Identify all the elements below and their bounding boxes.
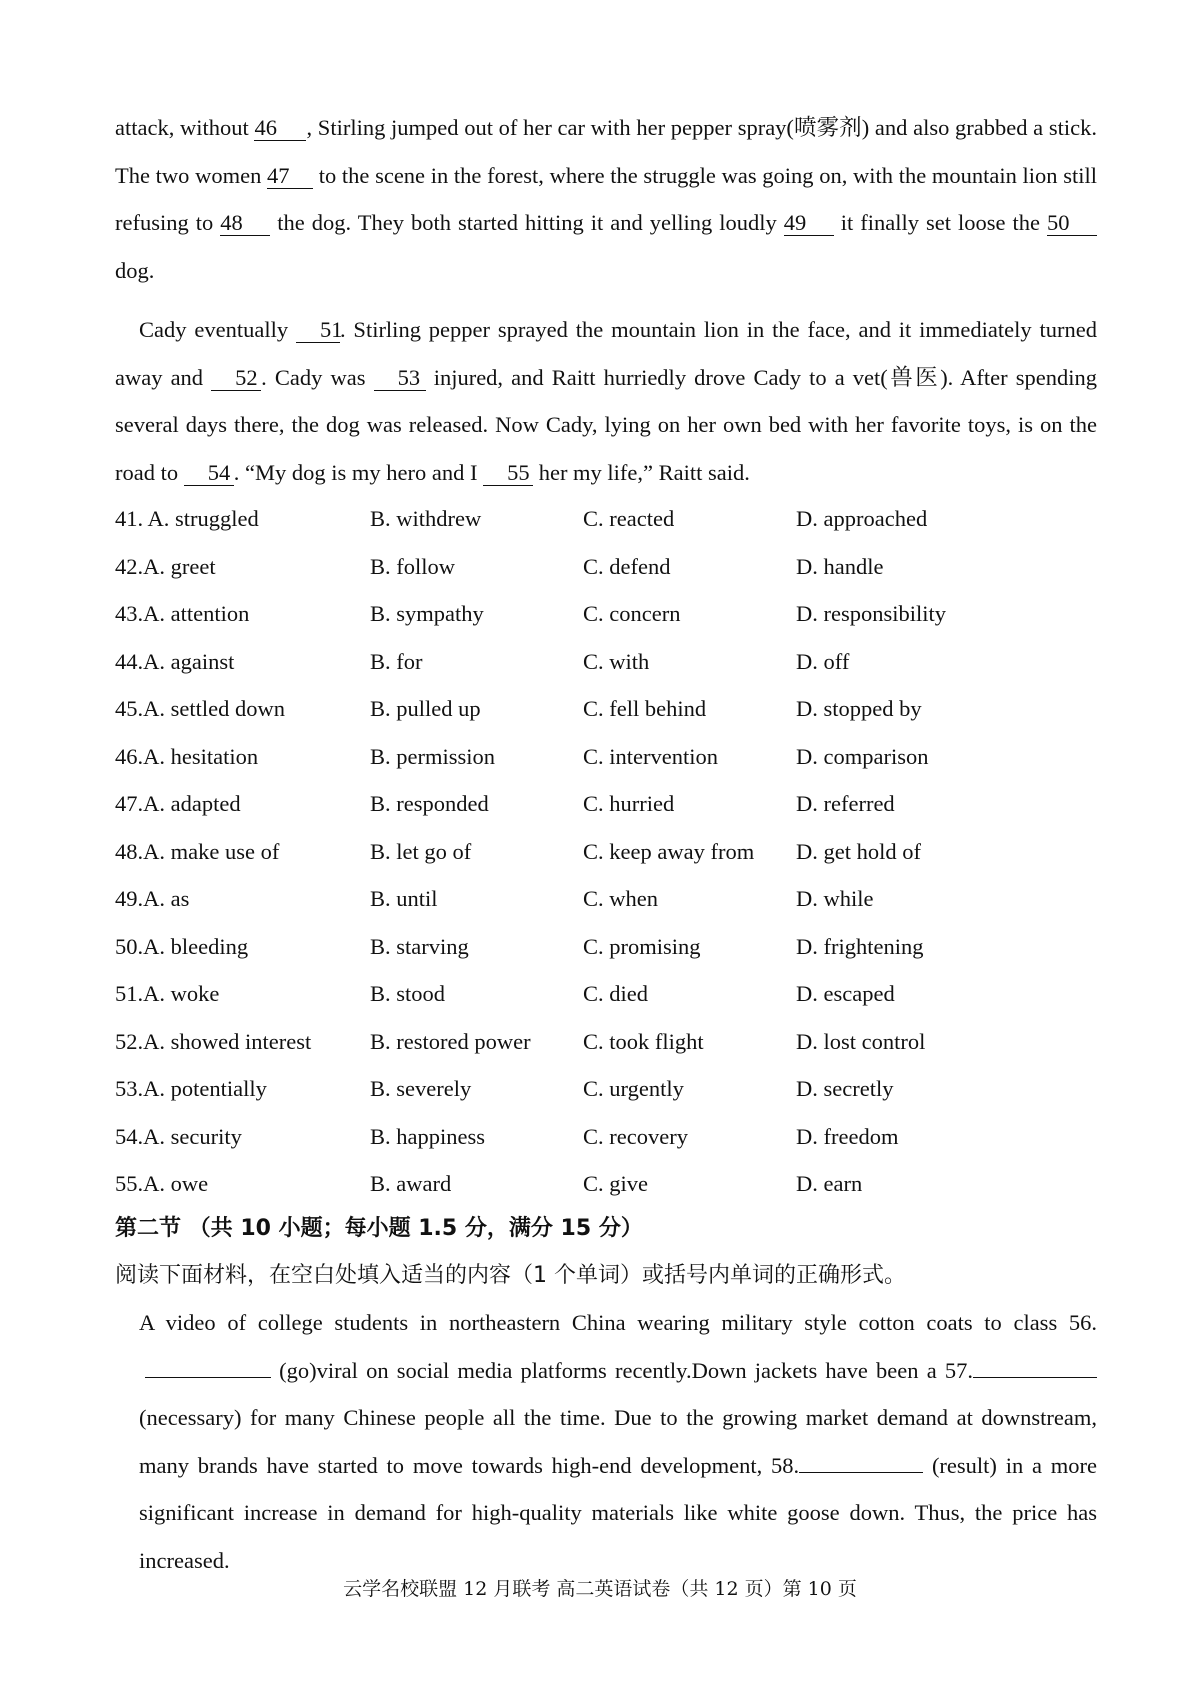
- option-b: B. until: [370, 886, 438, 911]
- question-number-56: 56.: [1068, 1310, 1097, 1335]
- option-a: 42.A. greet: [115, 553, 216, 579]
- passage-text: the dog. They both started hitting it and yelling loudly: [270, 210, 784, 235]
- question-number-57: 57.: [944, 1357, 973, 1383]
- option-a: 51.A. woke: [115, 981, 220, 1006]
- passage-text: (necessary) for many Chinese people all the time. Due to the growing market demand at downstream, many brands have started to move towards high-end development,: [139, 1405, 1097, 1478]
- fill-blank-57: [973, 1377, 1097, 1378]
- option-a: 52.A. showed interest: [115, 1028, 312, 1054]
- section-heading: 第二节 （共 10 小题；每小题 1.5 分，满分 15 分）: [115, 1216, 643, 1241]
- option-d: D. comparison: [796, 743, 929, 769]
- option-b: B. for: [370, 648, 423, 674]
- option-c: C. fell behind: [583, 696, 707, 721]
- passage-text: (go)viral on social media platforms recently.Down jackets have been a: [271, 1357, 945, 1383]
- option-row: [115, 780, 1105, 828]
- passage-text: her my life,” Raitt said.: [533, 459, 750, 485]
- option-d: D. stopped by: [796, 696, 922, 721]
- option-row: [115, 828, 1105, 876]
- option-d: D. freedom: [796, 1123, 899, 1149]
- option-row: [115, 638, 1105, 686]
- option-b: B. happiness: [370, 1123, 485, 1149]
- option-a: 54.A. security: [115, 1123, 242, 1149]
- option-row: [115, 1160, 1105, 1208]
- option-d: D. secretly: [796, 1076, 894, 1101]
- passage-text: to the scene in the forest, where the struggle was going on, with the mountain lion still refusing to: [115, 162, 1098, 235]
- blank-51: 51: [296, 318, 340, 343]
- blank-50: 50: [1047, 211, 1097, 236]
- option-b: B. responded: [370, 791, 489, 816]
- option-d: D. approached: [796, 506, 928, 531]
- question-number-58: 58.: [771, 1452, 800, 1478]
- option-b: B. starving: [370, 933, 469, 959]
- option-a: 53.A. potentially: [115, 1076, 267, 1101]
- section-instruction: 阅读下面材料，在空白处填入适当的内容（1 个单词）或括号内单词的正确形式。: [115, 1263, 906, 1288]
- option-row: [115, 1018, 1105, 1066]
- blank-54: 54: [184, 461, 234, 486]
- option-row: [115, 685, 1105, 733]
- passage-text: Cady eventually: [139, 317, 296, 342]
- passage-text: . Cady was: [261, 364, 374, 390]
- option-b: B. award: [370, 1171, 452, 1196]
- passage-text: A video of college students in northeastern China wearing military style cotton coats to class: [139, 1310, 1069, 1335]
- passage-text: . “My dog is my hero and I: [233, 459, 484, 485]
- option-b: B. pulled up: [370, 696, 481, 721]
- option-c: C. concern: [583, 601, 681, 626]
- blank-46: 46: [254, 116, 306, 141]
- option-c: C. defend: [583, 553, 671, 579]
- option-row: [115, 1065, 1105, 1113]
- option-row: [115, 495, 1105, 543]
- passage-text: it finally set loose the: [833, 210, 1047, 235]
- option-row: [115, 875, 1105, 923]
- option-a: 45.A. settled down: [115, 696, 285, 721]
- option-c: C. with: [583, 648, 650, 674]
- option-row: [115, 590, 1105, 638]
- option-a: 44.A. against: [115, 648, 235, 674]
- option-d: D. referred: [796, 791, 895, 816]
- passage-text: (result) in a more significant increase in demand for high-quality materials like white goose down. Thus, the price has increased.: [139, 1452, 1097, 1573]
- option-c: C. reacted: [583, 506, 675, 531]
- passage-paragraph-2: [115, 306, 1097, 496]
- option-c: C. when: [583, 886, 658, 911]
- passage-text: , Stirling jumped out of her car with her pepper spray(喷雾剂) and also grabbed a stick. The two women: [115, 115, 1097, 188]
- option-d: D. escaped: [796, 981, 895, 1006]
- blank-48: 48: [220, 211, 270, 236]
- option-b: B. stood: [370, 981, 446, 1006]
- page-footer: 云学名校联盟 12 月联考 高二英语试卷（共 12 页）第 10 页: [343, 1578, 857, 1600]
- passage-text: . Stirling pepper sprayed the mountain lion in the face, and it immediately turned away and: [115, 317, 1097, 390]
- option-c: C. died: [583, 981, 648, 1006]
- option-b: B. severely: [370, 1076, 472, 1101]
- option-c: C. recovery: [583, 1123, 688, 1149]
- blank-53: 53: [374, 366, 426, 391]
- option-b: B. follow: [370, 553, 456, 579]
- option-d: D. lost control: [796, 1028, 926, 1054]
- option-c: C. urgently: [583, 1076, 684, 1101]
- option-a: 46.A. hesitation: [115, 743, 259, 769]
- option-a: 47.A. adapted: [115, 791, 241, 816]
- option-c: C. intervention: [583, 743, 718, 769]
- option-b: B. let go of: [370, 838, 472, 864]
- option-row: [115, 733, 1105, 781]
- option-a: 48.A. make use of: [115, 838, 280, 864]
- fill-blank-56: [145, 1377, 271, 1378]
- grammar-passage: [139, 1299, 1097, 1584]
- passage-paragraph-1: [115, 104, 1097, 294]
- option-a: 49.A. as: [115, 886, 190, 911]
- fill-blank-58: [799, 1472, 923, 1473]
- option-a: 41. A. struggled: [115, 506, 259, 531]
- option-c: C. give: [583, 1171, 648, 1196]
- option-c: C. took flight: [583, 1028, 704, 1054]
- option-row: [115, 1113, 1105, 1161]
- blank-47: 47: [267, 164, 313, 189]
- blank-52: 52: [211, 366, 261, 391]
- option-b: B. withdrew: [370, 506, 482, 531]
- option-c: C. hurried: [583, 791, 675, 816]
- option-a: 55.A. owe: [115, 1171, 209, 1196]
- option-b: B. permission: [370, 743, 496, 769]
- option-d: D. handle: [796, 553, 884, 579]
- option-c: C. keep away from: [583, 838, 755, 864]
- option-d: D. frightening: [796, 933, 924, 959]
- option-d: D. while: [796, 886, 874, 911]
- option-row: [115, 970, 1105, 1018]
- blank-55: 55: [483, 461, 533, 486]
- answer-options: [115, 495, 1105, 1208]
- option-d: D. off: [796, 648, 850, 674]
- option-c: C. promising: [583, 933, 701, 959]
- option-b: B. sympathy: [370, 601, 484, 626]
- passage-text: injured, and Raitt hurriedly drove Cady to a vet(兽医). After spending several days there, the dog was released. Now Cady, lying on her own bed with her favorite toys, is on the road to: [115, 364, 1097, 485]
- option-row: [115, 923, 1105, 971]
- option-d: D. get hold of: [796, 838, 921, 864]
- option-d: D. responsibility: [796, 601, 946, 626]
- blank-49: 49: [784, 211, 834, 236]
- option-a: 50.A. bleeding: [115, 933, 249, 959]
- option-a: 43.A. attention: [115, 601, 250, 626]
- passage-text: attack, without: [115, 115, 255, 140]
- passage-text: dog.: [115, 257, 155, 283]
- option-d: D. earn: [796, 1171, 863, 1196]
- option-row: [115, 543, 1105, 591]
- option-b: B. restored power: [370, 1028, 531, 1054]
